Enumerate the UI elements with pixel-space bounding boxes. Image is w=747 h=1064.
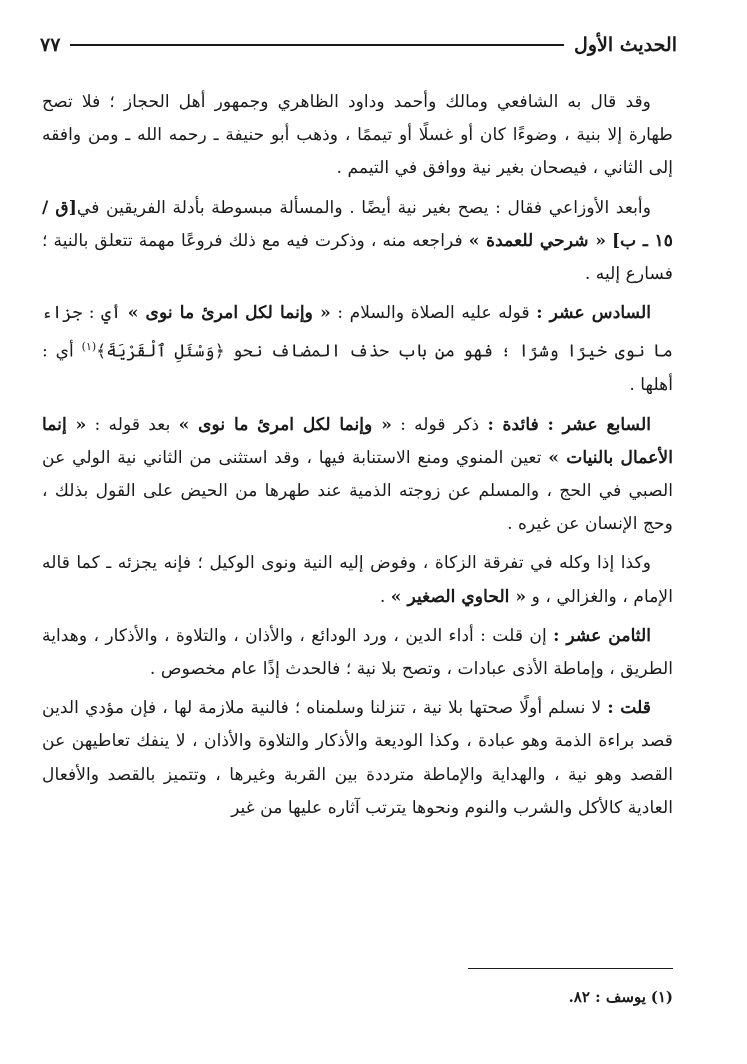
page-number: ٧٧	[40, 34, 61, 56]
text-run: إن قلت : أداء الدين ، ورد الودائع ، والأذان ، والتلاوة ، والأذكار ، وهداية الطريق ، وإماطة الأذى عبادات ، وتصح بلا نية ؛ فالحدث إذًا عام مخصوص .	[42, 625, 673, 679]
bold-text: « الحاوي الصغير »	[390, 586, 527, 607]
text-run: .	[379, 586, 391, 607]
bold-text: قلت :	[607, 698, 651, 719]
chapter-title: الحديث الأول	[574, 34, 677, 56]
footnote-text: يوسف : ٨٢.	[568, 988, 646, 1006]
text-run: فراجعه منه ، وذكرت فيه مع ذلك فروعًا مهمة تتعلق بالنية ؛ فسارع إليه .	[42, 230, 673, 285]
main-text	[42, 86, 673, 831]
paragraph	[42, 86, 673, 186]
running-header	[40, 30, 677, 60]
footnote-separator	[468, 968, 673, 969]
header-rule	[70, 44, 564, 46]
paragraph	[42, 192, 673, 292]
bold-text: السادس عشر :	[536, 303, 651, 324]
text-run: وأبعد الأوزاعي فقال : يصح بغير نية أيضًا . والمسألة مبسوطة بأدلة الفريقين في	[76, 197, 651, 218]
bold-text: « وإنما لكل امرئ ما نوى »	[178, 414, 392, 435]
bold-text: [ق / ١٥ ـ ب]	[42, 197, 673, 251]
text-run: بعد قوله :	[86, 414, 179, 435]
text-run: وقد قال به الشافعي ومالك وأحمد وداود الظاهري وجمهور أهل الحجاز ؛ فلا تصح طهارة إلا بنية ، وضوءًا كان أو غسلًا أو تيممًا ، وذهب أبو حنيفة ـ رحمه الله ـ ومن وافقه إلى الثاني ، فيصحان بغير نية ووافق في التيمم .	[42, 92, 673, 179]
paragraph	[42, 297, 673, 402]
bold-text: « شرحي للعمدة »	[468, 230, 606, 251]
paragraph	[42, 409, 673, 542]
bold-text: « وإنما لكل امرئ ما نوى »	[127, 303, 331, 324]
paragraph	[42, 620, 673, 686]
bold-text: السابع عشر : فائدة :	[487, 414, 651, 435]
text-run: وكذا إذا وكله في تفرقة الزكاة ، وفوض إليه النية ونوى الوكيل ؛ فإنه يجزئه ـ كما قاله الإمام ، والغزالي ، و	[42, 553, 673, 607]
text-run: لا نسلم أولًا صحتها بلا نية ، تنزلنا وسلمناه ؛ فالنية ملازمة لها ، فإن مؤدي الدين قصد براءة الذمة وهو عبادة ، وكذا الوديعة والأذكار والتلاوة والأذان ، لا ينفك تعاطيهن عن القصد وهو نية ، والهداية والإماطة مترددة بين القربة وغيرها ، وتتميز بالقصد والأفعال العادية كالأكل والشرب والنوم ونحوها يترتب آثاره عليها من غير	[42, 698, 673, 818]
text-run: تعين المنوي ومنع الاستنابة فيها ، وقد استثنى من الثاني نية الولي عن الصبي في الحج ، والمسلم عن زوجته الذمية عند طهرها من الحيض على القول بذلك ، وحج الإنسان عن غيره .	[42, 447, 673, 535]
bold-text: الثامن عشر :	[553, 625, 652, 646]
footnote-reference: (١)	[81, 340, 97, 354]
text-run: أي : أهلها .	[42, 342, 673, 396]
text-run: قوله عليه الصلاة والسلام :	[330, 303, 537, 324]
footnote-marker: (١)	[650, 988, 673, 1006]
paragraph	[42, 547, 673, 613]
footnote	[42, 984, 673, 1010]
text-run: أي : جزاء ما نوى خيرًا وشرًا ؛ فهو من باب حذف المضاف نحو ﴿وَسْئَلِ ٱلْقَرْيَةَ﴾	[42, 303, 673, 363]
paragraph	[42, 692, 673, 825]
bold-text: « إنما الأعمال بالنيات »	[42, 414, 673, 468]
text-run: ذكر قوله :	[391, 414, 488, 435]
